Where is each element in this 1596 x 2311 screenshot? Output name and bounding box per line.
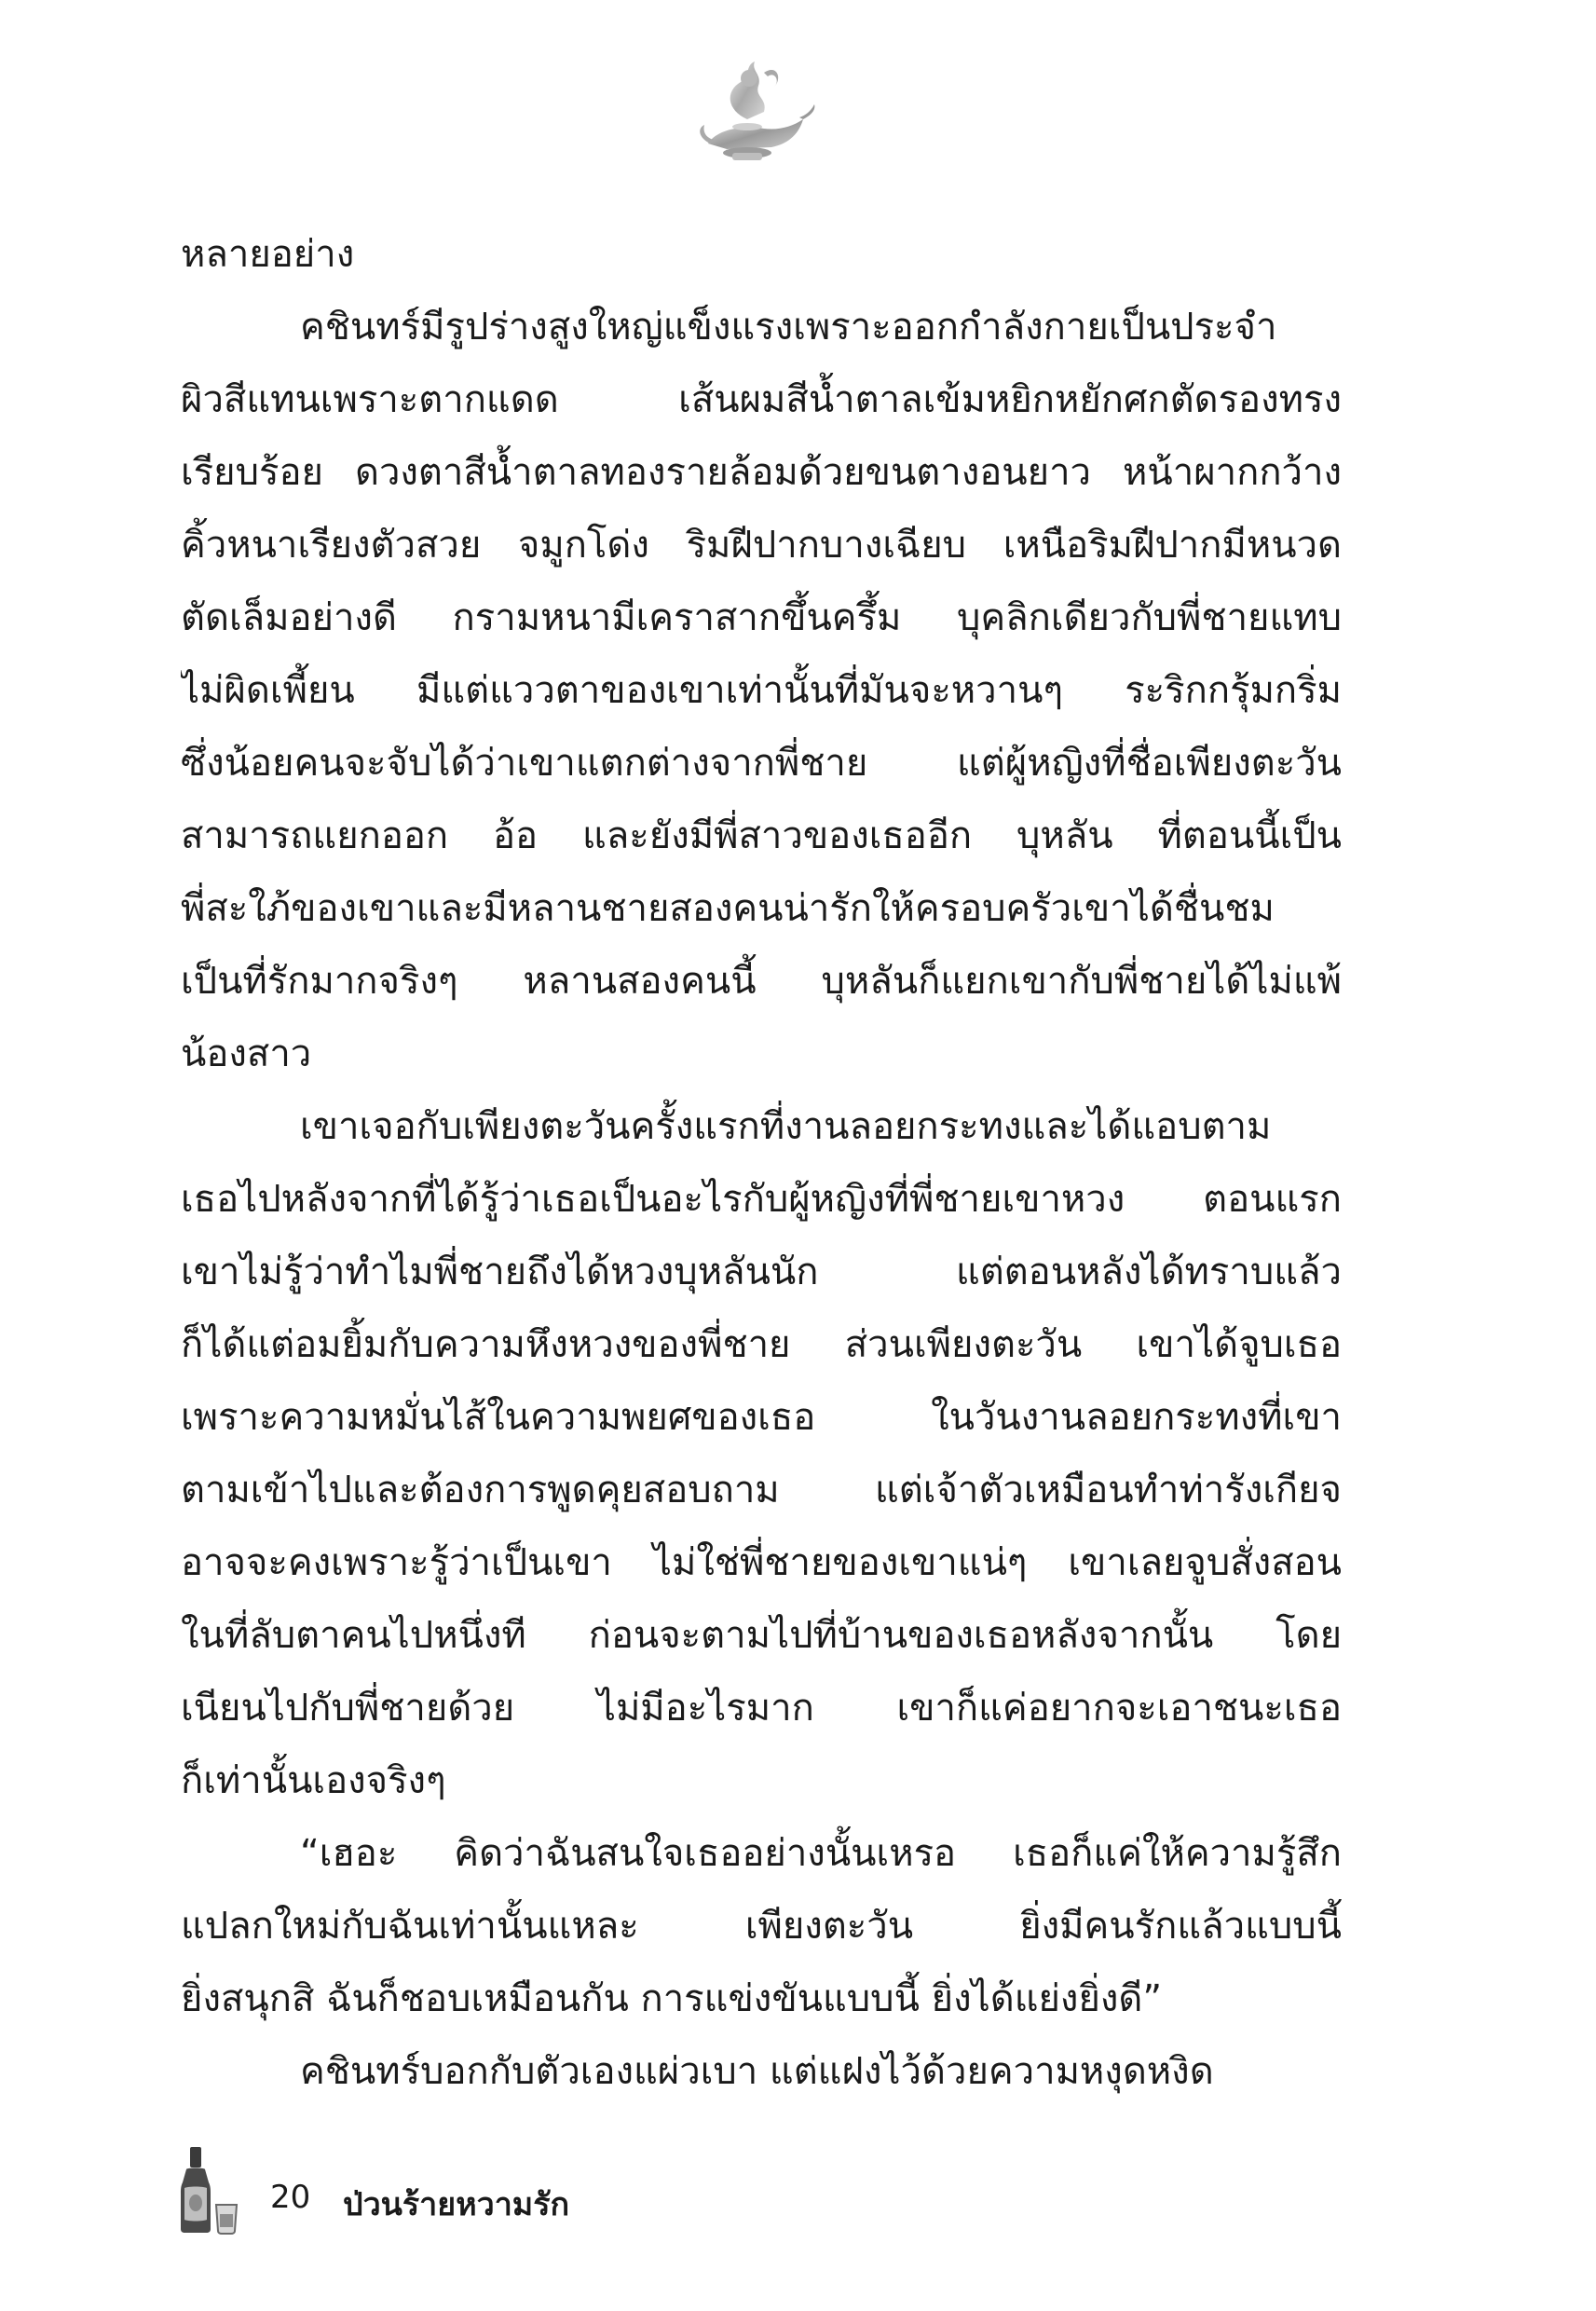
text-line: ตัดเล็มอย่างดี กรามหนามีเคราสากขึ้นครึ้ม บุคลิกเดียวกับพี่ชายแทบ (181, 596, 1342, 639)
text-line: สามารถแยกออก อ้อ และยังมีพี่สาวของเธออีก บุหลัน ที่ตอนนี้เป็น (181, 814, 1342, 857)
text-line: “เฮอะ คิดว่าฉันสนใจเธออย่างนั้นเหรอ เธอก็แค่ให้ความรู้สึก (300, 1832, 1342, 1875)
book-title: ป่วนร้ายหวามรัก (343, 2186, 570, 2223)
text-line: ก็ได้แต่อมยิ้มกับความหึงหวงของพี่ชาย ส่วนเพียงตะวัน เขาได้จูบเธอ (181, 1323, 1342, 1366)
text-line: เป็นที่รักมากจริงๆ หลานสองคนนี้ บุหลันก็แยกเขากับพี่ชายได้ไม่แพ้ (181, 960, 1342, 1003)
text-line: แปลกใหม่กับฉันเท่านั้นแหละ เพียงตะวัน ยิ่งมีคนรักแล้วแบบนี้ (181, 1905, 1342, 1948)
text-line: ผิวสีแทนเพราะตากแดด เส้นผมสีน้ำตาลเข้มหยิกหยักศกตัดรองทรง (181, 378, 1342, 421)
text-line: ตามเข้าไปและต้องการพูดคุยสอบถาม แต่เจ้าตัวเหมือนทำท่ารังเกียจ (181, 1469, 1342, 1511)
page-number: 20 (270, 2179, 311, 2216)
text-line: ซึ่งน้อยคนจะจับได้ว่าเขาแตกต่างจากพี่ชาย แต่ผู้หญิงที่ชื่อเพียงตะวัน (181, 742, 1342, 785)
text-line: เขาเจอกับเพียงตะวันครั้งแรกที่งานลอยกระทงและได้แอบตาม (300, 1105, 1272, 1148)
page-footer (177, 2145, 829, 2235)
text-line: อาจจะคงเพราะรู้ว่าเป็นเขา ไม่ใช่พี่ชายของเขาแน่ๆ เขาเลยจูบสั่งสอน (181, 1541, 1342, 1584)
text-line: เนียนไปกับพี่ชายด้วย ไม่มีอะไรมาก เขาก็แค่อยากจะเอาชนะเธอ (181, 1687, 1342, 1730)
text-line: ไม่ผิดเพี้ยน มีแต่แววตาของเขาเท่านั้นที่มันจะหวานๆ ระริกกรุ้มกริ่ม (181, 669, 1342, 712)
text-line: เธอไปหลังจากที่ได้รู้ว่าเธอเป็นอะไรกับผู้หญิงที่พี่ชายเขาหวง ตอนแรก (181, 1178, 1342, 1221)
text-line: เรียบร้อย ดวงตาสีน้ำตาลทองรายล้อมด้วยขนตางอนยาว หน้าผากกว้าง (181, 451, 1342, 494)
body-text (181, 218, 1342, 2108)
text-line: หลายอย่าง (181, 233, 355, 276)
liquor-bottle-glass-icon (177, 2145, 242, 2235)
text-line: ในที่ลับตาคนไปหนึ่งที ก่อนจะตามไปที่บ้านของเธอหลังจากนั้น โดย (181, 1614, 1342, 1657)
text-line: คชินทร์มีรูปร่างสูงใหญ่แข็งแรงเพราะออกกำลังกายเป็นประจำ (300, 306, 1277, 349)
text-line: คชินทร์บอกกับตัวเองแผ่วเบา แต่แฝงไว้ด้วยความหงุดหงิด (300, 2050, 1214, 2093)
text-line: พี่สะใภ้ของเขาและมีหลานชายสองคนน่ารักให้ครอบครัวเขาได้ชื่นชม (181, 887, 1275, 930)
text-line: คิ้วหนาเรียงตัวสวย จมูกโด่ง ริมฝีปากบางเฉียบ เหนือริมฝีปากมีหนวด (181, 524, 1342, 567)
text-line: ก็เท่านั้นเองจริงๆ (181, 1759, 446, 1802)
text-line: ยิ่งสนุกสิ ฉันก็ชอบเหมือนกัน การแข่งขันแบบนี้ ยิ่งได้แย่งยิ่งดี” (181, 1977, 1163, 2020)
text-line: น้องสาว (181, 1032, 312, 1075)
text-line: เพราะความหมั่นไส้ในความพยศของเธอ ในวันงานลอยกระทงที่เขา (181, 1396, 1342, 1439)
text-line: เขาไม่รู้ว่าทำไมพี่ชายถึงได้หวงบุหลันนัก แต่ตอนหลังได้ทราบแล้ว (181, 1251, 1342, 1293)
lamp-genie-icon (689, 54, 820, 175)
